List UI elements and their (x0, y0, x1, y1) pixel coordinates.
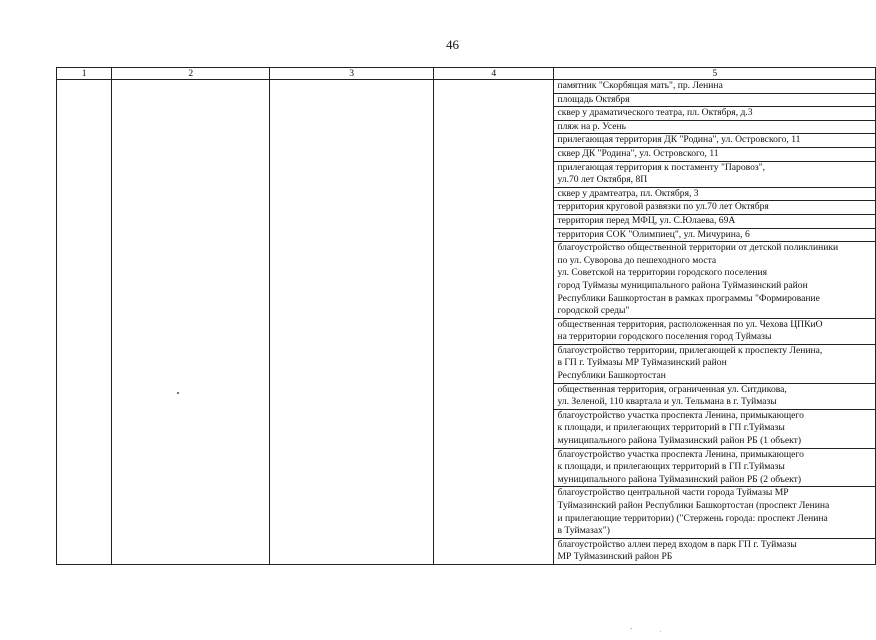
object-text-line: благоустройство центральной части города Туймазы МР (557, 487, 789, 499)
object-text-line: на территории городского поселения город Туймазы (557, 331, 772, 343)
object-cell (554, 383, 876, 409)
object-text-line: общественная территория, расположенная по ул. Чехова ЦПКиО (557, 318, 823, 330)
object-text-line: территория СОК "Олимпиец", ул. Мичурина, 6 (557, 228, 750, 240)
object-text-line: сквер у драматического театра, пл. Октября, д.3 (557, 107, 753, 119)
object-cell (554, 93, 876, 107)
object-text-line: благоустройство территории, прилегающей к проспекту Ленина, (557, 344, 823, 356)
object-text-line: ул. Зеленой, 110 квартала и ул. Тельмана в г. Туймазы (557, 396, 777, 408)
object-cell (554, 409, 876, 448)
object-text-line: территория круговой развязки по ул.70 лет Октября (557, 201, 769, 213)
object-cell (554, 201, 876, 215)
object-cell (554, 134, 876, 148)
object-text-line: ул. Советской на территории городского поселения (557, 267, 768, 279)
empty-cell-col-1 (57, 80, 112, 565)
object-cell (554, 318, 876, 344)
object-text-line: территория перед МФЦ, ул. С.Юлаева, 69А (557, 214, 736, 226)
scan-speck (630, 628, 632, 629)
table-body (57, 80, 876, 565)
column-header-3: 3 (270, 68, 434, 80)
table-header-row (57, 68, 876, 80)
object-cell (554, 448, 876, 487)
object-cell (554, 80, 876, 94)
object-text-line: по ул. Суворова до пешеходного моста (557, 254, 717, 266)
object-text-line: сквер у драмтеатра, пл. Октября, 3 (557, 187, 699, 199)
empty-cell-col-3 (270, 80, 434, 565)
object-text-line: ул.70 лет Октября, 8П (557, 174, 648, 186)
column-header-5: 5 (554, 68, 876, 80)
object-text-line: сквер ДК "Родина", ул. Островского, 11 (557, 147, 719, 159)
object-cell (554, 107, 876, 121)
object-text-line: площадь Октября (557, 93, 630, 105)
page-number: 46 (446, 37, 459, 52)
object-cell (554, 228, 876, 242)
object-cell (554, 147, 876, 161)
scan-speck (660, 631, 661, 632)
object-text-line: Республики Башкортостан (557, 370, 666, 382)
object-text-line: благоустройство участка проспекта Ленина, примыкающего (557, 409, 804, 421)
column-header-4: 4 (434, 68, 554, 80)
object-cell (554, 538, 876, 564)
column-header-1: 1 (57, 68, 112, 80)
object-text-line: город Туймазы муниципального района Туймазинский район (557, 279, 808, 291)
object-text-line: памятник "Скорбящая мать", пр. Ленина (557, 80, 723, 91)
object-text-line: общественная территория, ограниченная ул. Ситдикова, (557, 383, 787, 395)
object-cell (554, 487, 876, 538)
object-text-line: пляж на р. Усень (557, 120, 626, 132)
column-header-2: 2 (112, 68, 270, 80)
empty-cell-col-2 (112, 80, 270, 565)
scan-speck (177, 392, 179, 394)
object-text-line: к площади, и прилегающих территорий в ГП г.Туймазы (557, 461, 785, 473)
object-text-line: и прилегающие территории) ("Стержень города: проспект Ленина (557, 512, 828, 524)
object-text-line: Республики Башкортостан в рамках программы "Формирование (557, 292, 820, 304)
object-text-line: МР Туймазинский район РБ (557, 551, 673, 563)
object-text-line: муниципального района Туймазинский район РБ (2 объект) (557, 473, 802, 485)
object-text-line: благоустройство участка проспекта Ленина, примыкающего (557, 448, 804, 460)
table-row (57, 80, 876, 94)
object-text-line: прилегающая территория к постаменту "Паровоз", (557, 161, 766, 173)
object-text-line: муниципального района Туймазинский район РБ (1 объект) (557, 435, 802, 447)
object-text-line: в Туймазах") (557, 525, 610, 537)
object-text-line: благоустройство аллеи перед входом в парк ГП г. Туймазы (557, 538, 797, 550)
object-cell (554, 187, 876, 201)
object-text-line: прилегающая территория ДК "Родина", ул. Островского, 11 (557, 134, 801, 146)
object-cell (554, 214, 876, 228)
object-cell (554, 242, 876, 319)
object-cell (554, 120, 876, 134)
object-cell (554, 344, 876, 383)
object-text-line: в ГП г. Туймазы МР Туймазинский район (557, 357, 727, 369)
object-text-line: к площади, и прилегающих территорий в ГП г.Туймазы (557, 422, 785, 434)
object-text-line: городской среды" (557, 305, 630, 317)
empty-cell-col-4 (434, 80, 554, 565)
object-cell (554, 161, 876, 187)
document-table (56, 67, 876, 565)
object-text-line: благоустройство общественной территории от детской поликлиники (557, 242, 839, 254)
object-text-line: Туймазинский район Республики Башкортостан (проспект Ленина (557, 500, 830, 511)
